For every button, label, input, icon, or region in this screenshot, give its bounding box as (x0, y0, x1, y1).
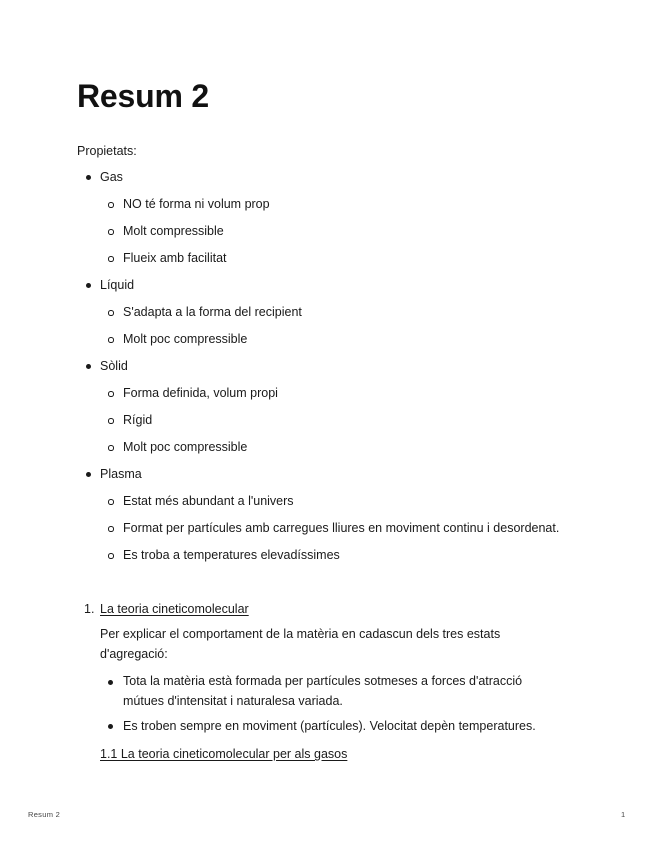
bullet-circle-icon (108, 418, 114, 424)
page-title: Resum 2 (77, 78, 209, 114)
footer-page-number: 1 (621, 810, 626, 819)
bullet-disc-icon (86, 364, 91, 369)
section-bullet: Tota la matèria està formada per partícules sotmeses a forces d'atracció mútues d'intensitat i naturalesa variada. (123, 674, 523, 708)
bullet-disc-icon (86, 472, 91, 477)
bullet-circle-icon (108, 256, 114, 262)
bullet-disc-icon (86, 175, 91, 180)
bullet-circle-icon (108, 499, 114, 505)
state-solid-prop: Molt poc compressible (123, 440, 248, 454)
state-gas: Gas (100, 170, 123, 184)
bullet-disc-icon (108, 680, 113, 685)
section-paragraph: Per explicar el comportament de la matèria en cadascun dels tres estats d'agregació: (100, 627, 501, 661)
state-gas-prop: Molt compressible (123, 224, 224, 238)
state-plasma: Plasma (100, 467, 142, 481)
state-solid-prop: Rígid (123, 413, 153, 427)
section-number: 1. (84, 602, 95, 616)
intro-text: Propietats: (77, 144, 137, 158)
footer-doc-name: Resum 2 (28, 810, 61, 819)
bullet-circle-icon (108, 391, 114, 397)
section-bullet: Es troben sempre en moviment (partícules). Velocitat depèn temperatures. (123, 719, 536, 733)
bullet-circle-icon (108, 526, 114, 532)
state-plasma-prop: Format per partícules amb carregues lliures en moviment continu i desordenat. (123, 521, 560, 535)
bullet-circle-icon (108, 553, 114, 559)
state-gas-prop: NO té forma ni volum prop (123, 197, 270, 211)
state-solid-prop: Forma definida, volum propi (123, 386, 278, 400)
state-gas-prop: Flueix amb facilitat (123, 251, 227, 265)
section-heading: La teoria cineticomolecular (100, 602, 249, 616)
subsection-heading: 1.1 La teoria cineticomolecular per als gasos (100, 747, 348, 761)
state-liquid-prop: Molt poc compressible (123, 332, 248, 346)
state-plasma-prop: Estat més abundant a l'univers (123, 494, 294, 508)
bullet-disc-icon (108, 724, 113, 729)
bullet-disc-icon (86, 283, 91, 288)
bullet-circle-icon (108, 202, 114, 208)
state-plasma-prop: Es troba a temperatures elevadíssimes (123, 548, 340, 562)
bullet-circle-icon (108, 310, 114, 316)
bullet-circle-icon (108, 337, 114, 343)
state-liquid: Líquid (100, 278, 135, 292)
bullet-circle-icon (108, 229, 114, 235)
state-solid: Sòlid (100, 359, 128, 373)
state-liquid-prop: S'adapta a la forma del recipient (123, 305, 302, 319)
bullet-circle-icon (108, 445, 114, 451)
